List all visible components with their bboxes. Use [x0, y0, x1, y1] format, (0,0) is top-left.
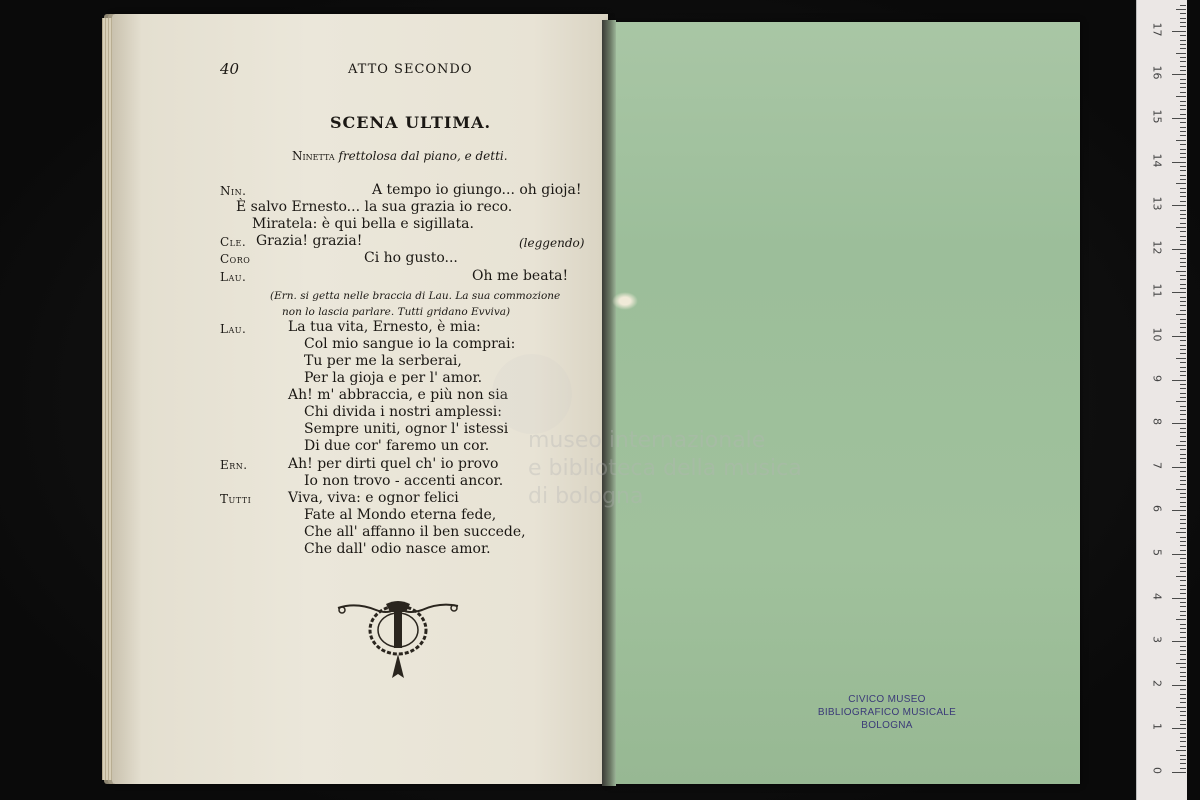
- ruler-tick: [1172, 641, 1186, 642]
- ruler-tick: [1180, 367, 1186, 368]
- ruler-tick: [1180, 659, 1186, 660]
- ruler-tick: [1180, 188, 1186, 189]
- ruler-tick: [1180, 35, 1186, 36]
- ruler-tick: [1180, 689, 1186, 690]
- ruler-tick: [1180, 323, 1186, 324]
- watermark-logo: [492, 354, 572, 434]
- ruler-tick: [1180, 166, 1186, 167]
- ruler-tick: [1180, 327, 1186, 328]
- ruler-tick: [1180, 149, 1186, 150]
- ruler-tick: [1180, 122, 1186, 123]
- verse-line: Sempre uniti, ognor l' istessi: [304, 421, 509, 437]
- ruler-tick: [1172, 118, 1186, 119]
- ruler-tick: [1176, 707, 1186, 708]
- library-stamp-line: CIVICO MUSEO: [848, 694, 926, 705]
- ruler-tick: [1180, 13, 1186, 14]
- ruler-tick: [1172, 510, 1186, 511]
- ruler-tick: [1180, 733, 1186, 734]
- ruler-tick: [1180, 406, 1186, 407]
- ruler-tick: [1180, 519, 1186, 520]
- ruler-tick: [1180, 493, 1186, 494]
- watermark-line: e biblioteca della musica: [528, 456, 802, 481]
- ruler-tick: [1180, 244, 1186, 245]
- verse-line: Oh me beata!: [472, 268, 569, 284]
- speaker-label: Tutti: [220, 492, 252, 506]
- ruler-tick: [1180, 441, 1186, 442]
- ruler-tick: [1180, 275, 1186, 276]
- ruler-tick: [1180, 353, 1186, 354]
- stage-direction: (Ern. si getta nelle braccia di Lau. La sua commozione: [270, 290, 561, 302]
- ruler-tick: [1176, 96, 1186, 97]
- ruler-tick: [1176, 140, 1186, 141]
- ruler-tick: [1180, 214, 1186, 215]
- ruler-tick: [1180, 332, 1186, 333]
- ruler-tick: [1180, 131, 1186, 132]
- speaker-label: Cle.: [220, 235, 247, 249]
- ruler-tick: [1180, 301, 1186, 302]
- ruler-tick: [1180, 388, 1186, 389]
- ruler-tick: [1180, 537, 1186, 538]
- ruler-tick: [1176, 532, 1186, 533]
- ruler-tick: [1180, 676, 1186, 677]
- ruler-tick: [1180, 101, 1186, 102]
- ruler-tick: [1180, 40, 1186, 41]
- ruler-label: 1: [1150, 723, 1164, 731]
- ruler-tick: [1180, 157, 1186, 158]
- ruler-tick: [1180, 44, 1186, 45]
- ruler-tick: [1180, 428, 1186, 429]
- ruler-label: 13: [1150, 196, 1164, 211]
- ruler-tick: [1180, 632, 1186, 633]
- ruler-tick: [1180, 711, 1186, 712]
- ruler-tick: [1172, 205, 1186, 206]
- right-page-cover: [608, 22, 1080, 784]
- ruler-tick: [1180, 375, 1186, 376]
- verse-line: Chi divida i nostri amplessi:: [304, 404, 502, 420]
- running-head: ATTO SECONDO: [348, 62, 473, 77]
- ruler-tick: [1172, 467, 1186, 468]
- ruler-tick: [1180, 471, 1186, 472]
- ruler-tick: [1180, 724, 1186, 725]
- ruler-tick: [1180, 763, 1186, 764]
- ruler-tick: [1180, 18, 1186, 19]
- ruler-label: 9: [1150, 374, 1164, 382]
- ruler-tick: [1180, 5, 1186, 6]
- verse-line: Fate al Mondo eterna fede,: [304, 507, 497, 523]
- ruler-tick: [1180, 310, 1186, 311]
- ruler-tick: [1180, 175, 1186, 176]
- verse-line: Col mio sangue io la comprai:: [304, 336, 516, 352]
- ruler-tick: [1176, 183, 1186, 184]
- ruler-tick: [1176, 53, 1186, 54]
- ruler-tick: [1180, 715, 1186, 716]
- ruler-tick: [1180, 419, 1186, 420]
- ruler-label: 10: [1150, 327, 1164, 342]
- speaker-label: Ern.: [220, 458, 248, 472]
- ruler-tick: [1180, 192, 1186, 193]
- ruler-tick: [1180, 393, 1186, 394]
- verse-line: Miratela: è qui bella e sigillata.: [252, 216, 474, 232]
- ruler-tick: [1172, 292, 1186, 293]
- ruler-tick: [1180, 476, 1186, 477]
- verse-line: Io non trovo - accenti ancor.: [304, 473, 504, 489]
- ruler-tick: [1180, 624, 1186, 625]
- ruler-tick: [1180, 432, 1186, 433]
- cast-name: Ninetta: [292, 149, 335, 163]
- ruler-label: 3: [1150, 636, 1164, 644]
- ruler-tick: [1172, 554, 1186, 555]
- ruler-tick: [1180, 258, 1186, 259]
- floral-ornament: [336, 600, 460, 682]
- ruler-tick: [1180, 515, 1186, 516]
- ruler-tick: [1180, 667, 1186, 668]
- stage-aside: (leggendo): [519, 236, 585, 250]
- ruler-tick: [1176, 401, 1186, 402]
- verse-line: Ci ho gusto...: [364, 250, 458, 266]
- binding-thread: [612, 292, 638, 310]
- ruler-label: 12: [1150, 240, 1164, 255]
- ruler-tick: [1172, 162, 1186, 163]
- ruler-tick: [1180, 484, 1186, 485]
- ruler-label: 6: [1150, 505, 1164, 513]
- ruler-tick: [1176, 619, 1186, 620]
- speaker-label: Lau.: [220, 270, 247, 284]
- ruler-tick: [1180, 284, 1186, 285]
- ruler-tick: [1176, 9, 1186, 10]
- ruler-tick: [1180, 558, 1186, 559]
- ruler-tick: [1180, 611, 1186, 612]
- ruler-tick: [1172, 380, 1186, 381]
- ruler-tick: [1180, 297, 1186, 298]
- verse-line: Per la gioja e per l' amor.: [304, 370, 483, 386]
- ruler-tick: [1180, 410, 1186, 411]
- ruler-tick: [1180, 720, 1186, 721]
- ruler-label: 16: [1150, 65, 1164, 80]
- ruler-tick: [1180, 759, 1186, 760]
- ruler-tick: [1180, 746, 1186, 747]
- ruler-tick: [1180, 340, 1186, 341]
- ruler-tick: [1176, 445, 1186, 446]
- verse-line: La tua vita, Ernesto, è mia:: [288, 319, 481, 335]
- ruler-tick: [1180, 362, 1186, 363]
- verse-line: Che all' affanno il ben succede,: [304, 524, 526, 540]
- ruler-tick: [1180, 66, 1186, 67]
- speaker-label: Nin.: [220, 184, 247, 198]
- ruler-tick: [1180, 702, 1186, 703]
- verse-line: Ah! m' abbraccia, e più non sia: [288, 387, 509, 403]
- ruler-tick: [1180, 61, 1186, 62]
- ruler-tick: [1176, 489, 1186, 490]
- ruler-tick: [1180, 345, 1186, 346]
- ruler-tick: [1180, 563, 1186, 564]
- ruler-tick: [1176, 314, 1186, 315]
- ruler-tick: [1180, 371, 1186, 372]
- ruler-tick: [1176, 358, 1186, 359]
- speaker-label: Lau.: [220, 322, 247, 336]
- ruler-tick: [1180, 349, 1186, 350]
- ruler-tick: [1180, 48, 1186, 49]
- ruler-tick: [1180, 646, 1186, 647]
- ruler-tick: [1180, 236, 1186, 237]
- ruler-label: 4: [1150, 592, 1164, 600]
- verse-line: Grazia! grazia!: [256, 233, 363, 249]
- cast-line: [292, 149, 508, 163]
- ruler-label: 14: [1150, 153, 1164, 168]
- verse-line: Viva, viva: e ognor felici: [288, 490, 459, 506]
- ruler-tick: [1180, 768, 1186, 769]
- ruler-tick: [1180, 506, 1186, 507]
- ruler-tick: [1180, 571, 1186, 572]
- ruler-tick: [1180, 109, 1186, 110]
- ruler-tick: [1180, 114, 1186, 115]
- ruler-tick: [1180, 436, 1186, 437]
- ruler-tick: [1180, 550, 1186, 551]
- ruler-tick: [1180, 144, 1186, 145]
- verse-line: Ah! per dirti quel ch' io provo: [288, 456, 499, 472]
- page-edges: [102, 18, 112, 780]
- watermark-line: di bologna: [528, 484, 644, 509]
- ruler-tick: [1180, 593, 1186, 594]
- ruler-tick: [1176, 227, 1186, 228]
- ruler-tick: [1180, 223, 1186, 224]
- ruler-tick: [1180, 305, 1186, 306]
- ruler-label: 8: [1150, 418, 1164, 426]
- ruler-tick: [1180, 602, 1186, 603]
- ruler-tick: [1180, 105, 1186, 106]
- ruler-tick: [1180, 92, 1186, 93]
- ruler-tick: [1172, 423, 1186, 424]
- ruler-tick: [1180, 218, 1186, 219]
- ruler-tick: [1180, 615, 1186, 616]
- ruler-tick: [1180, 240, 1186, 241]
- ruler-tick: [1180, 262, 1186, 263]
- verse-line: A tempo io giungo... oh gioja!: [372, 182, 582, 198]
- ruler-tick: [1176, 576, 1186, 577]
- ruler-tick: [1180, 231, 1186, 232]
- scene-title: SCENA ULTIMA.: [330, 113, 492, 132]
- ruler-tick: [1180, 580, 1186, 581]
- ruler-tick: [1172, 74, 1186, 75]
- speaker-label: Coro: [220, 252, 251, 266]
- book-gutter: [602, 20, 616, 786]
- ruler-tick: [1180, 585, 1186, 586]
- ruler-label: 11: [1150, 283, 1164, 298]
- ruler-tick: [1180, 170, 1186, 171]
- ruler-tick: [1180, 694, 1186, 695]
- ruler-tick: [1180, 179, 1186, 180]
- ruler-tick: [1180, 528, 1186, 529]
- cast-direction: frettolosa dal piano, e detti.: [338, 149, 508, 163]
- ruler-tick: [1172, 685, 1186, 686]
- ruler-tick: [1180, 22, 1186, 23]
- ruler-tick: [1180, 737, 1186, 738]
- ruler-tick: [1180, 480, 1186, 481]
- page-number: 40: [220, 60, 240, 78]
- ruler-tick: [1180, 497, 1186, 498]
- ruler-tick: [1172, 249, 1186, 250]
- ruler-tick: [1180, 502, 1186, 503]
- ruler-tick: [1180, 680, 1186, 681]
- watermark-line: museo internazionale: [528, 428, 766, 453]
- ruler-tick: [1180, 650, 1186, 651]
- ruler-tick: [1180, 541, 1186, 542]
- stage-direction: non lo lascia parlare. Tutti gridano Evviva): [282, 306, 511, 318]
- ruler-tick: [1180, 741, 1186, 742]
- ruler-tick: [1180, 83, 1186, 84]
- ruler-tick: [1180, 384, 1186, 385]
- verse-line: Tu per me la serberai,: [304, 353, 462, 369]
- ruler-tick: [1180, 628, 1186, 629]
- ruler-tick: [1180, 26, 1186, 27]
- ruler-tick: [1180, 606, 1186, 607]
- ruler-label: 2: [1150, 679, 1164, 687]
- ruler-tick: [1180, 253, 1186, 254]
- ruler-tick: [1180, 79, 1186, 80]
- ruler-tick: [1180, 127, 1186, 128]
- ruler-tick: [1180, 462, 1186, 463]
- ruler-tick: [1180, 637, 1186, 638]
- ruler-tick: [1180, 589, 1186, 590]
- ruler-tick: [1180, 397, 1186, 398]
- ruler-tick: [1180, 288, 1186, 289]
- ruler-tick: [1180, 201, 1186, 202]
- ruler-label: 17: [1150, 22, 1164, 37]
- ruler-tick: [1172, 598, 1186, 599]
- ruler-tick: [1180, 319, 1186, 320]
- ruler-tick: [1172, 772, 1186, 773]
- ruler-tick: [1180, 279, 1186, 280]
- ruler-tick: [1180, 755, 1186, 756]
- ruler-tick: [1176, 750, 1186, 751]
- ruler-tick: [1176, 271, 1186, 272]
- measurement-ruler: [1136, 0, 1187, 800]
- ruler-tick: [1176, 663, 1186, 664]
- ruler-tick: [1180, 196, 1186, 197]
- ruler-tick: [1180, 87, 1186, 88]
- ruler-tick: [1180, 414, 1186, 415]
- ruler-tick: [1172, 728, 1186, 729]
- verse-line: È salvo Ernesto... la sua grazia io reco.: [236, 199, 513, 215]
- ruler-tick: [1180, 266, 1186, 267]
- ruler-tick: [1172, 336, 1186, 337]
- ruler-label: 0: [1150, 767, 1164, 774]
- ruler-tick: [1180, 449, 1186, 450]
- ruler-tick: [1180, 458, 1186, 459]
- ruler-tick: [1180, 545, 1186, 546]
- ruler-tick: [1180, 654, 1186, 655]
- library-stamp-line: BIBLIOGRAFICO MUSICALE: [817, 707, 957, 718]
- verse-line: Che dall' odio nasce amor.: [304, 541, 491, 557]
- ruler-tick: [1180, 672, 1186, 673]
- ruler-tick: [1180, 454, 1186, 455]
- ruler-tick: [1180, 135, 1186, 136]
- ruler-tick: [1180, 153, 1186, 154]
- ruler-tick: [1172, 31, 1186, 32]
- ruler-label: 5: [1150, 549, 1164, 556]
- ruler-tick: [1180, 698, 1186, 699]
- ruler-tick: [1180, 210, 1186, 211]
- ruler-tick: [1180, 523, 1186, 524]
- ruler-label: 15: [1150, 109, 1164, 124]
- ruler-label: 7: [1150, 461, 1164, 469]
- ruler-tick: [1180, 567, 1186, 568]
- library-stamp-line: BOLOGNA: [861, 720, 913, 731]
- ruler-tick: [1180, 57, 1186, 58]
- verse-line: Di due cor' faremo un cor.: [304, 438, 490, 454]
- ruler-tick: [1180, 70, 1186, 71]
